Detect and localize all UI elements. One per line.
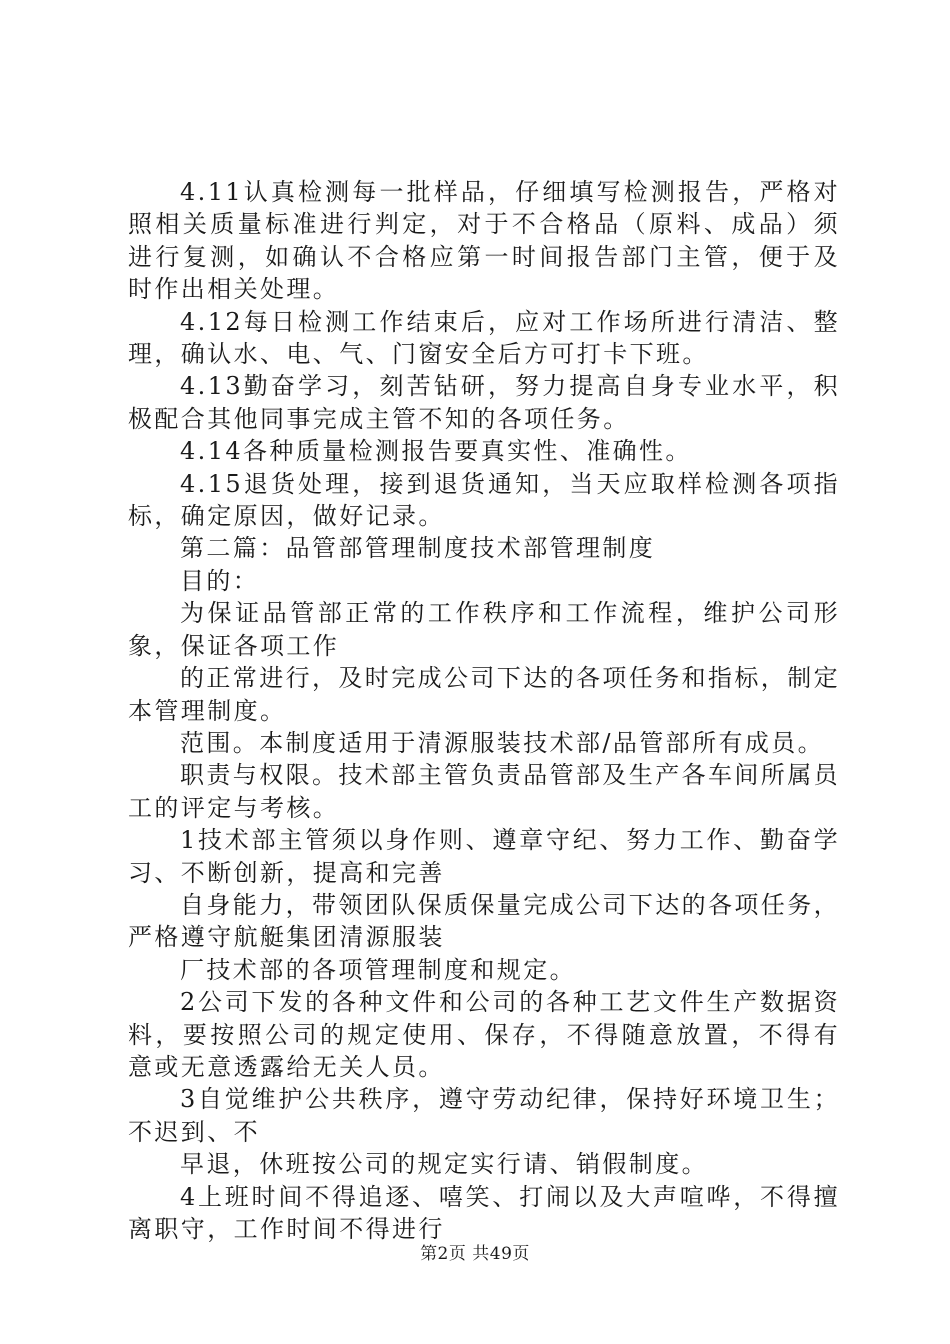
paragraph-4-14: 4.14各种质量检测报告要真实性、准确性。	[180, 437, 692, 466]
paragraph-purpose-2: 的正常进行，及时完成公司下达的各项任务和指标，制定本管理制度。	[128, 664, 840, 725]
paragraph-purpose-label: 目的：	[180, 566, 260, 595]
paragraph-purpose-1: 为保证品管部正常的工作秩序和工作流程，维护公司形象，保证各项工作	[128, 599, 840, 660]
paragraph-item-3a: 3自觉维护公共秩序，遵守劳动纪律，保持好环境卫生；不迟到、不	[128, 1085, 840, 1146]
paragraph-4-12: 4.12每日检测工作结束后，应对工作场所进行清洁、整理，确认水、电、气、门窗安全后方可打卡下班。	[128, 307, 840, 369]
paragraph-item-1a: 1技术部主管须以身作则、遵章守纪、努力工作、勤奋学习、不断创新，提高和完善	[128, 826, 840, 887]
paragraph-4-11: 4.11认真检测每一批样品，仔细填写检测报告，严格对照相关质量标准进行判定，对于不合格品（原料、成品）须进行复测，如确认不合格应第一时间报告部门主管，便于及时作出相关处理。	[128, 178, 840, 304]
paragraph-responsibility: 职责与权限。技术部主管负责品管部及生产各车间所属员工的评定与考核。	[128, 761, 840, 822]
page-footer: 第2页 共49页	[420, 1244, 530, 1264]
paragraph-item-2: 2公司下发的各种文件和公司的各种工艺文件生产数据资料，要按照公司的规定使用、保存，不得随意放置，不得有意或无意透露给无关人员。	[128, 988, 840, 1081]
paragraph-item-3b: 早退，休班按公司的规定实行请、销假制度。	[180, 1150, 708, 1179]
paragraph-4-15: 4.15退货处理，接到退货通知，当天应取样检测各项指标，确定原因，做好记录。	[128, 469, 840, 531]
paragraph-scope: 范围。本制度适用于清源服装技术部/品管部所有成员。	[180, 728, 825, 757]
paragraph-item-1c: 厂技术部的各项管理制度和规定。	[180, 955, 576, 984]
paragraph-item-1b: 自身能力，带领团队保质保量完成公司下达的各项任务，严格遵守航艇集团清源服装	[128, 890, 840, 952]
document-body	[128, 176, 840, 1245]
section-heading: 第二篇：品管部管理制度技术部管理制度	[180, 534, 656, 563]
paragraph-item-4: 4上班时间不得追逐、嘻笑、打闹以及大声喧哗，不得擅离职守，工作时间不得进行	[128, 1182, 840, 1243]
paragraph-4-13: 4.13勤奋学习，刻苦钻研，努力提高自身专业水平，积极配合其他同事完成主管不知的各项任务。	[128, 372, 840, 433]
